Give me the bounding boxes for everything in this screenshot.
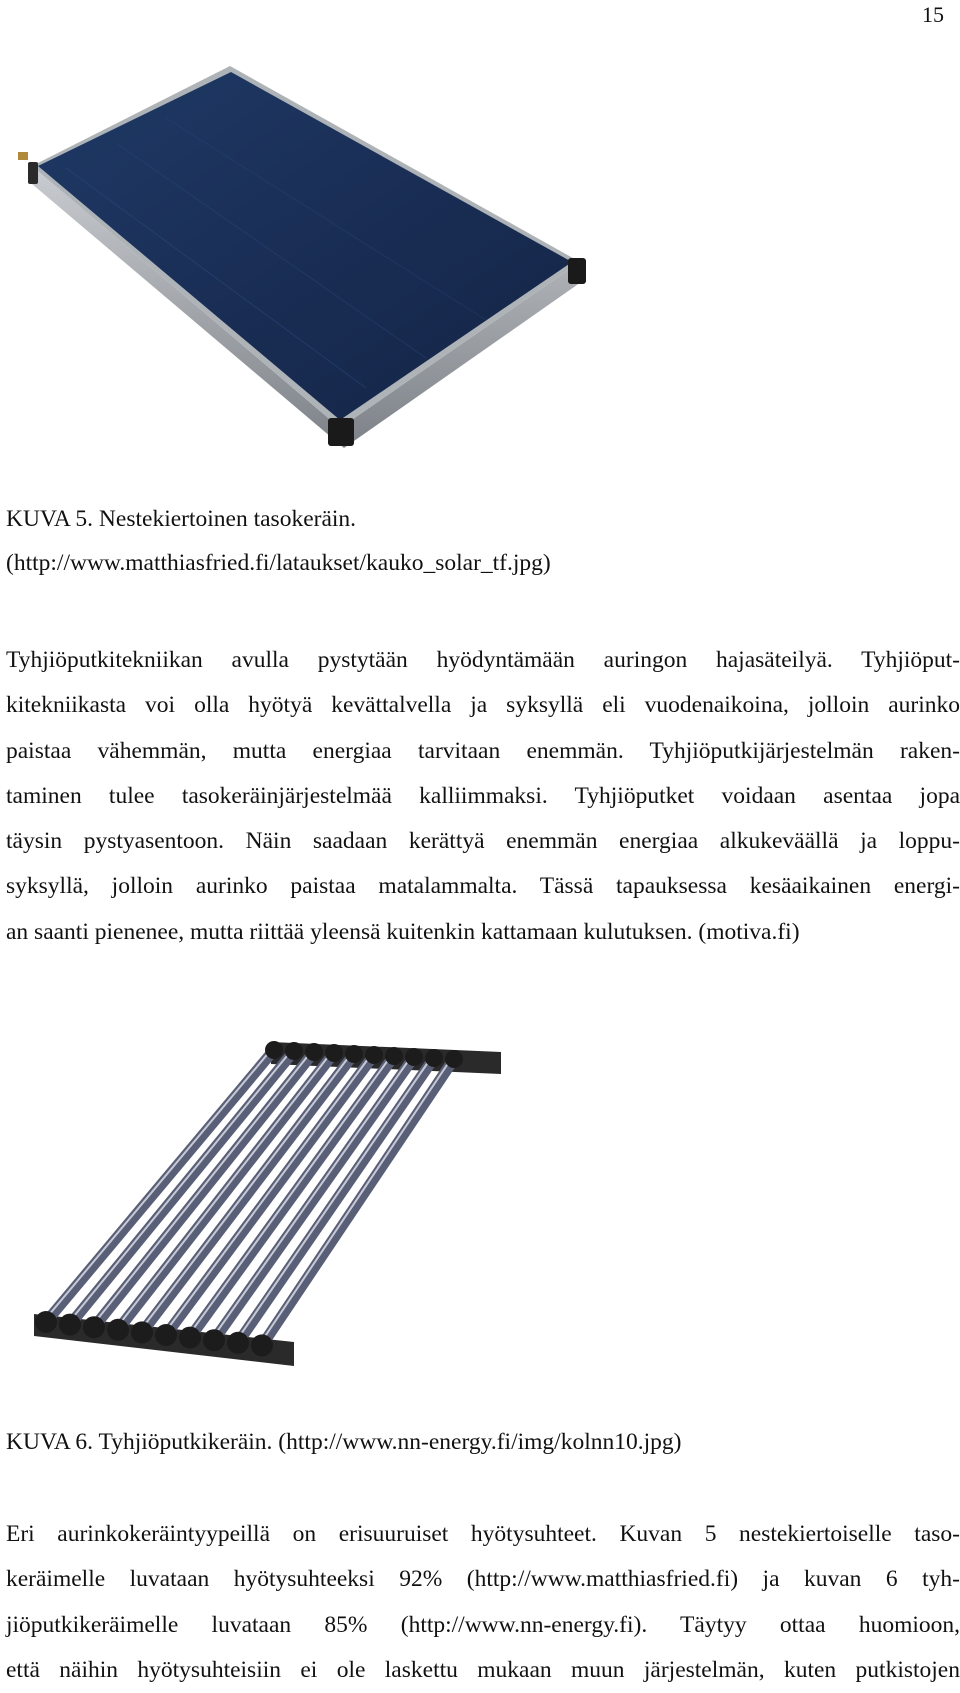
tube-cap bbox=[385, 1047, 403, 1065]
tube-cap bbox=[227, 1332, 249, 1354]
tube-cap bbox=[83, 1316, 105, 1338]
figure-caption bbox=[6, 497, 551, 585]
tube-cap bbox=[285, 1042, 303, 1060]
paragraph-line: että näihin hyötysuhteisiin ei ole laskettu mukaan muun järjestelmän, kuten putkistojen bbox=[6, 1656, 960, 1683]
tube-cap bbox=[405, 1048, 423, 1066]
paragraph-line: paistaa vähemmän, mutta energiaa tarvitaan enemmän. Tyhjiöputkijärjestelmän raken- bbox=[6, 737, 960, 764]
tube-cap bbox=[203, 1329, 225, 1351]
paragraph-line: täysin pystyasentoon. Näin saadaan kerättyä enemmän energiaa alkukeväällä ja loppu- bbox=[6, 828, 960, 855]
page-number: 15 bbox=[922, 2, 944, 27]
paragraph bbox=[6, 638, 960, 955]
tube-cap bbox=[305, 1043, 323, 1061]
paragraph-line: jiöputkikeräimelle luvataan 85% (http://www.nn-energy.fi). Täytyy ottaa huomioon, bbox=[6, 1611, 960, 1638]
paragraph-line: Tyhjiöputkitekniikan avulla pystytään hyödyntämään auringon hajasäteilyä. Tyhjiöput- bbox=[6, 647, 960, 673]
tube-cap bbox=[35, 1311, 57, 1333]
tube-cap bbox=[365, 1046, 383, 1064]
paragraph-line: an saanti pienenee, mutta riittää yleensä kuitenkin kattamaan kulutuksen. (motiva.fi) bbox=[6, 918, 800, 945]
tube-cap bbox=[445, 1050, 463, 1068]
paragraph-line: taminen tulee tasokeräinjärjestelmää kalliimmaksi. Tyhjiöputket voidaan asentaa jopa bbox=[6, 782, 960, 809]
tube-cap bbox=[179, 1327, 201, 1349]
tube-cap bbox=[107, 1319, 129, 1341]
tube-cap bbox=[325, 1044, 343, 1062]
caption-line: KUVA 6. Tyhjiöputkikeräin. (http://www.nn-energy.fi/img/kolnn10.jpg) bbox=[6, 1429, 682, 1455]
tube-cap bbox=[345, 1045, 363, 1063]
tube-cap bbox=[59, 1314, 81, 1336]
tube-cap bbox=[251, 1334, 273, 1356]
tube-cap bbox=[265, 1041, 283, 1059]
tube-cap bbox=[155, 1324, 177, 1346]
caption-line: KUVA 5. Nestekiertoinen tasokeräin. bbox=[6, 506, 357, 532]
paragraph-line: syksyllä, jolloin aurinko paistaa matalammalta. Tässä tapauksessa kesäaikainen energi- bbox=[6, 873, 960, 900]
tube-cap bbox=[131, 1321, 153, 1343]
paragraph-line: Eri aurinkokeräintyypeillä on erisuuruiset hyötysuhteet. Kuvan 5 nestekiertoiselle taso- bbox=[6, 1521, 960, 1547]
paragraph bbox=[6, 1512, 960, 1693]
paragraph-line: kitekniikasta voi olla hyötyä kevättalvella ja syksyllä eli vuodenaikoina, jolloin aurinko bbox=[6, 692, 960, 719]
caption-line: (http://www.matthiasfried.fi/lataukset/kauko_solar_tf.jpg) bbox=[6, 550, 551, 576]
tube-cap bbox=[425, 1049, 443, 1067]
flat-plate-collector-image bbox=[6, 58, 636, 486]
paragraph-line: keräimelle luvataan hyötysuhteeksi 92% (http://www.matthiasfried.fi) ja kuvan 6 tyh- bbox=[6, 1566, 960, 1593]
evacuated-tube-collector-image bbox=[6, 1014, 526, 1409]
figure-caption bbox=[6, 1420, 681, 1464]
